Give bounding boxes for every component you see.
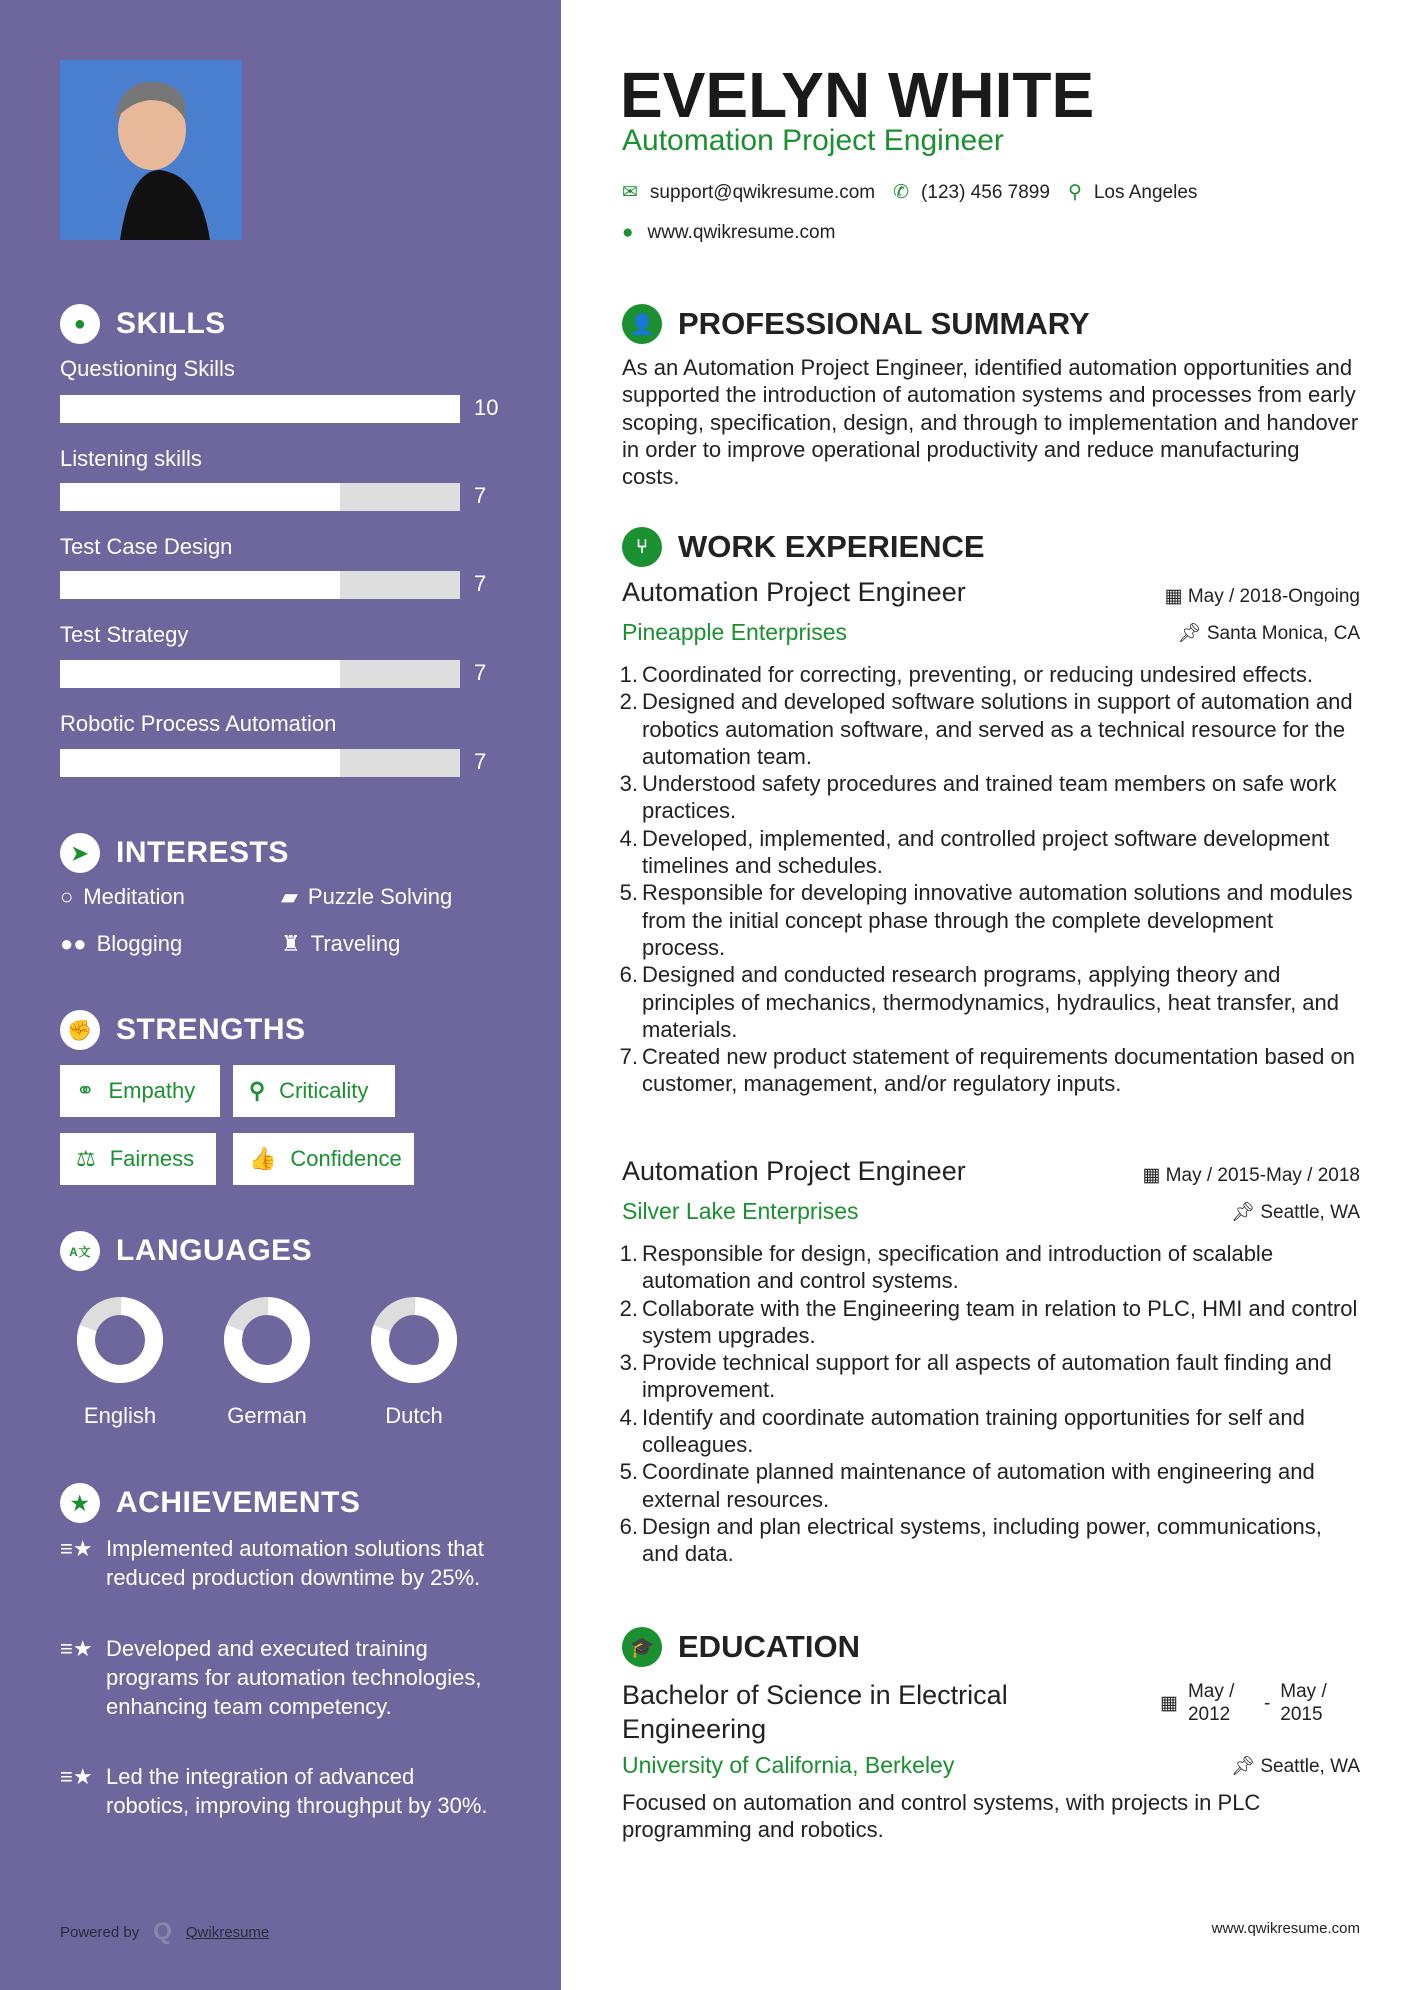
star-icon: ≡★ (60, 1636, 93, 1661)
skill-value: 7 (474, 749, 487, 774)
balance-scale-icon: ⚖ (76, 1146, 96, 1171)
company: Silver Lake Enterprises (622, 1198, 859, 1224)
skills-heading: ● SKILLS (60, 304, 226, 344)
work-heading: ⑂ WORK EXPERIENCE (622, 527, 985, 567)
language-donut (223, 1296, 311, 1384)
candidate-name: EVELYN WHITE (620, 59, 1095, 131)
summary-text: As an Automation Project Engineer, identified automation opportunities and supported the introduction of automation systems and processes from early scoping, specification, design, and through to implementation and handover in order to improve operational productivity and reduce manufacturing costs. (622, 355, 1359, 490)
interest-item: ▰ Puzzle Solving (281, 884, 453, 909)
job-location: 📌︎ Seattle, WA (1230, 1202, 1360, 1223)
sidebar (0, 0, 561, 1990)
languages-heading: A文 LANGUAGES (60, 1231, 312, 1271)
responsibility-item: 1. Responsible for design, specification and introduction of scalable automation and control systems. (619, 1241, 1274, 1294)
skill-bar (60, 660, 460, 688)
skill-bar-fill (60, 483, 340, 511)
skill-value: 7 (474, 483, 487, 508)
skill-value: 10 (474, 395, 499, 420)
strength-chip: ⚲ Criticality (233, 1065, 395, 1117)
users-icon: ●● (60, 931, 87, 956)
degree: Bachelor of Science in Electrical Engineering (622, 1680, 1008, 1744)
skill-label: Test Strategy (60, 622, 189, 647)
skill-bar-fill (60, 395, 460, 423)
star-icon: ≡★ (60, 1764, 93, 1789)
powered-by: Powered by Q Qwikresume (60, 1918, 270, 1945)
paper-plane-icon: ➤ (60, 833, 100, 873)
skill-bar (60, 571, 460, 599)
qwikresume-logo-icon: Q (153, 1918, 172, 1945)
phone-icon: ✆ (893, 182, 910, 203)
responsibility-item: 2. Collaborate with the Engineering team in relation to PLC, HMI and control system upgrades. (619, 1295, 1358, 1348)
skill-label: Robotic Process Automation (60, 711, 337, 736)
skill-bar (60, 395, 460, 423)
circle-icon: ○ (60, 884, 74, 909)
phone: (123) 456 7899 (921, 181, 1050, 203)
website-row (622, 222, 835, 244)
handshake-icon: ⚭ (76, 1078, 95, 1103)
strength-chip: ⚭ Empathy (60, 1065, 220, 1117)
education-heading: 🎓 EDUCATION (622, 1627, 860, 1667)
responsibility-item: 3. Understood safety procedures and trained team members on safe work practices. (619, 771, 1337, 824)
job-date: ▦ May / 2018-Ongoing (1164, 586, 1360, 607)
travel-icon: ♜ (281, 931, 301, 956)
user-icon: 👤 (622, 304, 662, 344)
map-marker-icon: ⚲ (1067, 182, 1082, 203)
email-link[interactable]: support@qwikresume.com (649, 181, 876, 203)
calendar-icon: ▦ (1164, 586, 1183, 607)
skill-label: Listening skills (60, 446, 202, 471)
responsibility-item: 5. Responsible for developing innovative automation solutions and modules from the initial concept phase through the complete development process. (619, 880, 1353, 960)
language-label: German (227, 1403, 307, 1428)
interest-item: ●● Blogging (60, 931, 183, 956)
responsibility-item: 5. Coordinate planned maintenance of automation with engineering and external resources. (619, 1459, 1315, 1512)
job-title: Automation Project Engineer (622, 1156, 966, 1186)
skill-value: 7 (474, 660, 487, 685)
globe-icon: ● (622, 222, 634, 243)
job-date: ▦ May / 2015-May / 2018 (1142, 1165, 1360, 1186)
skill-bar (60, 749, 460, 777)
candidate-title: Automation Project Engineer (622, 124, 1004, 157)
achievement-item: ≡★ Led the integration of advanced robotics, improving throughput by 30%. (60, 1764, 488, 1818)
job-title: Automation Project Engineer (622, 577, 966, 607)
achievement-item: ≡★ Implemented automation solutions that reduced production downtime by 25%. (60, 1536, 484, 1590)
pin-icon: 📌︎ (1230, 1202, 1256, 1223)
strengths-heading: ✊ STRENGTHS (60, 1010, 306, 1050)
responsibility-item: 7. Created new product statement of requirements documentation based on customer, management, and/or regulatory inputs. (619, 1044, 1355, 1097)
search-icon: ⚲ (249, 1078, 266, 1103)
qwikresume-link[interactable]: Qwikresume (185, 1923, 270, 1941)
calendar-icon: ▦ (1160, 1693, 1178, 1714)
translate-icon: A文 (60, 1231, 100, 1271)
education-location: 📌︎ Seattle, WA (1230, 1756, 1360, 1777)
footer-website[interactable]: www.qwikresume.com (1211, 1920, 1360, 1937)
interests-heading: ➤ INTERESTS (60, 833, 289, 873)
summary-heading: 👤 PROFESSIONAL SUMMARY (622, 304, 1090, 344)
envelope-icon: ✉ (622, 182, 638, 203)
language-donut (370, 1296, 458, 1384)
responsibility-item: 4. Developed, implemented, and controlled project software development timelines and schedules. (619, 825, 1330, 879)
strength-chip: 👍 Confidence (233, 1133, 414, 1185)
website-link[interactable]: www.qwikresume.com (647, 222, 836, 243)
responsibility-item: 6. Designed and conducted research programs, applying theory and principles of mechanics, thermodynamics, hydraulics, heat transfer, and materials. (619, 962, 1339, 1042)
fist-icon: ✊ (60, 1010, 100, 1050)
responsibility-item: 6. Design and plan electrical systems, including power, communications, and data. (619, 1513, 1322, 1567)
skill-bar-fill (60, 660, 340, 688)
language-label: English (83, 1403, 157, 1428)
puzzle-icon: ▰ (281, 884, 298, 909)
achievements-heading: ★ ACHIEVEMENTS (60, 1483, 360, 1523)
office-chair-icon: ⑂ (622, 527, 662, 567)
lightbulb-icon: ● (60, 304, 100, 344)
language-donut (76, 1296, 164, 1384)
company: Pineapple Enterprises (622, 619, 848, 645)
skill-bar-fill (60, 749, 340, 777)
responsibility-list (619, 1240, 1362, 1568)
job-location: 📌︎ Santa Monica, CA (1177, 623, 1360, 644)
language-label: Dutch (385, 1403, 443, 1428)
responsibility-list (619, 661, 1362, 1098)
interest-item: ♜ Traveling (281, 931, 401, 956)
calendar-icon: ▦ (1142, 1165, 1161, 1186)
education-dates: ▦ May / 2012 - May / 2015 (1160, 1681, 1327, 1725)
location: Los Angeles (1093, 181, 1198, 203)
skill-value: 7 (474, 571, 487, 596)
skill-bar-fill (60, 571, 340, 599)
skill-label: Test Case Design (60, 534, 233, 559)
thumbs-up-icon: 👍 (249, 1146, 277, 1171)
responsibility-item: 1. Coordinated for correcting, preventing, or reducing undesired effects. (619, 662, 1313, 687)
graduate-icon: 🎓 (622, 1627, 662, 1667)
skill-label: Questioning Skills (60, 356, 235, 381)
date-separator: - (1263, 1693, 1271, 1714)
school: University of California, Berkeley (622, 1752, 955, 1778)
star-icon: ★ (60, 1483, 100, 1523)
contact-row (622, 181, 1197, 204)
skill-bar (60, 483, 460, 511)
responsibility-item: 3. Provide technical support for all aspects of automation fault finding and improvement. (619, 1350, 1332, 1403)
responsibility-item: 4. Identify and coordinate automation training opportunities for self and colleagues. (619, 1404, 1305, 1458)
strength-chip: ⚖ Fairness (60, 1133, 216, 1185)
pin-icon: 📌︎ (1230, 1756, 1256, 1777)
profile-photo (60, 60, 242, 240)
achievement-item: ≡★ Developed and executed training programs for automation technologies, enhancing team competency. (60, 1636, 482, 1719)
interest-item: ○ Meditation (60, 884, 185, 909)
education-description: Focused on automation and control systems, with projects in PLC programming and robotics. (622, 1790, 1261, 1843)
star-icon: ≡★ (60, 1536, 93, 1561)
pin-icon: 📌︎ (1177, 623, 1202, 644)
responsibility-item: 2. Designed and developed software solutions in support of automation and robotics automation software, and served as a technical resource for the automation team. (619, 689, 1353, 769)
